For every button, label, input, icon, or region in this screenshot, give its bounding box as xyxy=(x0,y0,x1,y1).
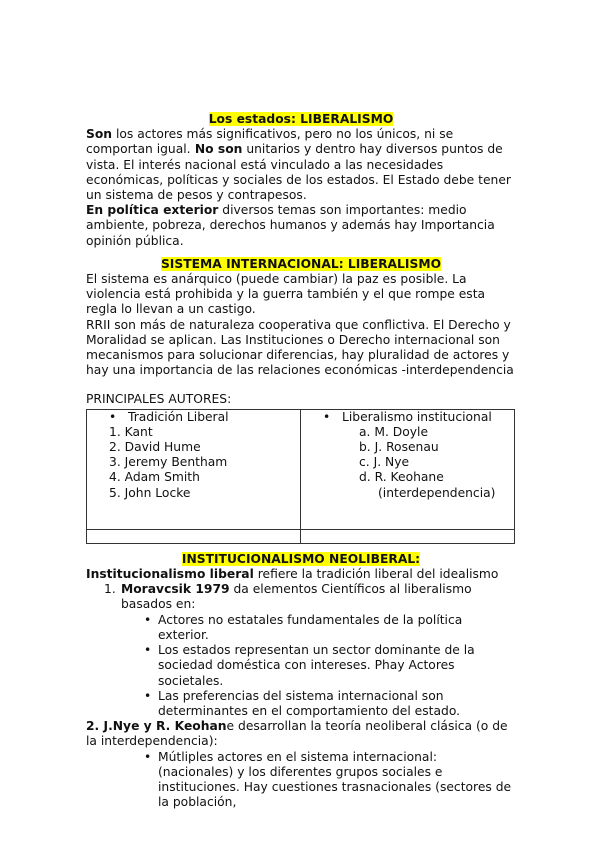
list-item: b. J. Rosenau xyxy=(359,440,439,455)
section-title-sistema: SISTEMA INTERNACIONAL: LIBERALISMO xyxy=(160,256,442,271)
list-item: • Mútliples actores en el sistema internacional: (nacionales) y los diferentes grupos sociales e instituciones. Hay cuestiones trasnacionales (sectores de la población, xyxy=(144,749,512,810)
table-row xyxy=(87,409,515,529)
section-title-neoliberal: INSTITUCIONALISMO NEOLIBERAL: xyxy=(181,551,421,566)
list-item: 4. Adam Smith xyxy=(109,470,200,485)
paragraph-sistema: El sistema es anárquico (puede cambiar) la paz es posible. La violencia está prohibida y la guerra también y el que rompe esta regla lo llevan a un castigo. xyxy=(86,272,486,317)
list-item: a. M. Doyle xyxy=(359,424,429,439)
list-item: (interdependencia) xyxy=(378,485,496,500)
section-title-estados: Los estados: LIBERALISMO xyxy=(208,112,394,126)
document-page xyxy=(86,112,516,810)
paragraph-estados: Son los actores más significativos, pero no los únicos, ni se comportan igual. No son unitarios y dentro hay diversos puntos de vista. El interés nacional está vinculado a las necesidades económicas, políticas y sociales de los estados. El Estado debe tener un sistema de pesos y contrapesos. xyxy=(86,127,511,203)
authors-label: PRINCIPALES AUTORES: xyxy=(86,392,232,407)
list-item: 1. Moravcsik 1979 da elementos Científicos al liberalismo basados en: xyxy=(104,582,472,612)
list-item: 3. Jeremy Bentham xyxy=(109,455,228,470)
list-item: • Liberalismo institucional xyxy=(323,409,492,424)
list-item: • Tradición Liberal xyxy=(109,409,229,424)
list-item: d. R. Keohane xyxy=(359,470,444,485)
authors-right-cell xyxy=(301,409,515,529)
list-item: 2. David Hume xyxy=(109,440,201,455)
list-item: • Las preferencias del sistema internacional son determinantes en el comportamiento del estado. xyxy=(144,688,461,718)
list-item: c. J. Nye xyxy=(359,455,410,470)
table-row xyxy=(87,529,515,543)
authors-table xyxy=(86,409,515,544)
list-item: 5. John Locke xyxy=(109,485,191,500)
paragraph-nye-keohane: 2. J.Nye y R. Keohane desarrollan la teoría neoliberal clásica (o de la interdependencia): xyxy=(86,719,508,749)
list-item: • Los estados representan un sector dominante de la sociedad doméstica con intereses. Phay Actores societales. xyxy=(144,643,475,688)
authors-left-cell xyxy=(87,409,301,529)
list-item: • Actores no estatales fundamentales de la política exterior. xyxy=(144,612,463,642)
paragraph-politica-exterior: En política exterior diversos temas son importantes: medio ambiente, pobreza, derechos humanos y además hay Importancia opinión pública. xyxy=(86,203,495,248)
paragraph-rrii: RRII son más de naturaleza cooperativa que conflictiva. El Derecho y Moralidad se aplican. Las Instituciones o Derecho internacional son mecanismos para solucionar diferencias, hay pluralidad de actores y hay una importancia de las relaciones económicas -interdependencia xyxy=(86,317,514,378)
list-item: 1. Kant xyxy=(109,424,153,439)
paragraph-institucionalismo: Institucionalismo liberal refiere la tradición liberal del idealismo xyxy=(86,567,499,582)
